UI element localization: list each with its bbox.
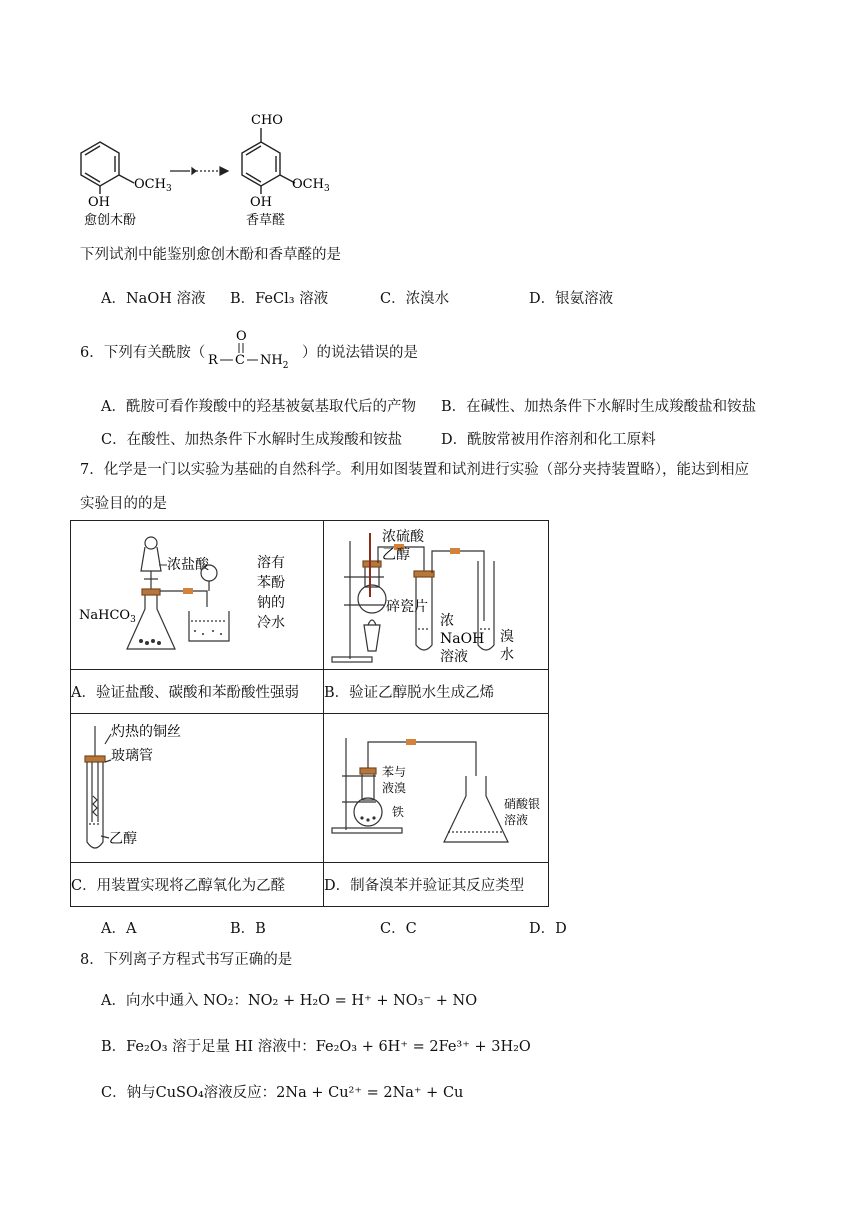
- cell-b-apparatus: [324, 521, 549, 670]
- label-ethanol-c: 乙醇: [109, 831, 137, 847]
- q8-stem: 8．下列离子方程式书写正确的是: [80, 952, 293, 968]
- label-sol1: 溶有: [257, 555, 285, 571]
- product-och3: $OCH_3$: [292, 177, 330, 194]
- label-naoh2: NaOH: [440, 631, 485, 647]
- reactant-name: 愈创木酚: [84, 213, 137, 228]
- q7-stem-line2: 实验目的的是: [80, 496, 167, 512]
- label-agno3-2: 溶液: [504, 813, 529, 827]
- product-name: 香草醛: [246, 213, 286, 228]
- q6-stem-suffix: ）的说法错误的是: [302, 345, 418, 361]
- cell-d-apparatus: [324, 714, 549, 863]
- experiment-table: [70, 520, 549, 907]
- label-h2so4: 浓硫酸: [382, 529, 424, 545]
- amide-o: O: [236, 329, 247, 344]
- label-benzene2: 液溴: [382, 781, 407, 795]
- q8-a-equation: NO₂ + H₂O = H⁺ + NO₃⁻ + NO: [247, 993, 478, 1009]
- q7-option-c: C．C: [380, 921, 417, 937]
- q8-c-equation: 2Na + Cu²⁺ = 2Na⁺ + Cu: [276, 1085, 464, 1101]
- q5-option-b: B．FeCl₃ 溶液: [230, 291, 329, 307]
- label-br1: 溴: [500, 629, 514, 645]
- label-sol4: 冷水: [257, 615, 285, 631]
- reactant-oh: OH: [88, 195, 110, 210]
- q7-stem-line1: 7．化学是一门以实验为基础的自然科学。利用如图装置和试剂进行实验（部分夹持装置略），能达到相应: [80, 462, 749, 478]
- label-naoh1: 浓: [440, 613, 454, 629]
- product-oh: OH: [250, 195, 272, 210]
- q6-option-c: C．在酸性、加热条件下水解时生成羧酸和铵盐: [101, 432, 403, 448]
- label-glass-tube: 玻璃管: [111, 748, 153, 764]
- dotted-arrow-icon: [170, 167, 228, 175]
- label-sol3: 钠的: [257, 595, 285, 611]
- cell-a-apparatus: [71, 521, 324, 670]
- q8-b-equation: Fe₂O₃ + 6H⁺ = 2Fe³⁺ + 3H₂O: [315, 1039, 531, 1055]
- label-naoh3: 溶液: [440, 649, 468, 665]
- label-nahco3: NaHCO$_3$: [79, 608, 136, 625]
- q6-option-b: B．在碱性、加热条件下水解时生成羧酸盐和铵盐: [441, 399, 757, 415]
- q5-stem: 下列试剂中能鉴别愈创木酚和香草醛的是: [80, 247, 341, 263]
- vanillin-structure: [242, 128, 295, 194]
- cell-b-caption: B．验证乙醇脱水生成乙烯: [324, 670, 549, 714]
- q6-option-a: A．酰胺可看作羧酸中的羟基被氨基取代后的产物: [101, 399, 416, 415]
- label-agno3-1: 硝酸银: [504, 797, 541, 811]
- label-ethanol: 乙醇: [382, 547, 410, 563]
- q5-option-c: C．浓溴水: [380, 291, 450, 307]
- q6-option-d: D．酰胺常被用作溶剂和化工原料: [441, 432, 656, 448]
- label-chip: 碎瓷片: [386, 599, 428, 615]
- q8-option-c: C．钠与CuSO₄溶液反应：2Na + Cu²⁺ = 2Na⁺ + Cu: [101, 1085, 464, 1101]
- cell-c-apparatus: [71, 714, 324, 863]
- label-hcl: 浓盐酸: [167, 557, 209, 573]
- label-copper-wire: 灼热的铜丝: [111, 724, 181, 740]
- label-iron: 铁: [392, 805, 405, 819]
- label-br2: 水: [500, 647, 514, 663]
- cell-d-caption: D．制备溴苯并验证其反应类型: [324, 863, 549, 907]
- q7-option-d: D．D: [529, 921, 567, 937]
- q6-stem-prefix: 6．下列有关酰胺（: [80, 345, 206, 361]
- q7-option-b: B．B: [230, 921, 266, 937]
- q7-option-a: A．A: [101, 921, 137, 937]
- reactant-och3: $OCH_3$: [134, 177, 172, 194]
- cell-c-caption: C．用装置实现将乙醇氧化为乙醛: [71, 863, 324, 907]
- label-benzene1: 苯与: [382, 765, 407, 779]
- amide-r: R: [208, 353, 218, 368]
- amide-nh2: $NH_2$: [260, 353, 289, 371]
- q5-option-a: A．NaOH 溶液: [101, 291, 206, 307]
- q8-option-a: A．向水中通入 NO₂：NO₂ + H₂O = H⁺ + NO₃⁻ + NO: [101, 993, 478, 1009]
- cell-a-caption: A．验证盐酸、碳酸和苯酚酸性强弱: [71, 670, 324, 714]
- q8-option-b: B．Fe₂O₃ 溶于足量 HI 溶液中：Fe₂O₃ + 6H⁺ = 2Fe³⁺ + 3H₂O: [101, 1039, 531, 1055]
- amide-formula: [206, 326, 306, 376]
- guaiacol-structure: [81, 142, 134, 194]
- q5-option-d: D．银氨溶液: [529, 291, 614, 307]
- reaction-scheme: [70, 108, 350, 236]
- amide-c: C: [235, 353, 245, 368]
- product-cho: CHO: [251, 113, 283, 128]
- label-sol2: 苯酚: [257, 575, 285, 591]
